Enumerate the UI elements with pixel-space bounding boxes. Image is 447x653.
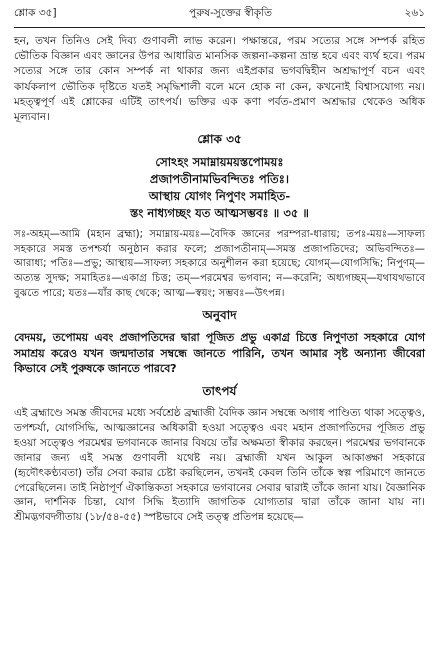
page-header [14, 0, 425, 23]
verse-title: শ্লোক ৩৫ [197, 132, 242, 147]
page-number: ২৬১ [404, 7, 425, 19]
header-chapter-title: পুরুষ-সুক্তের স্বীকৃতি [189, 7, 272, 19]
translation-title: অনুবাদ [202, 308, 237, 323]
word-meanings: সঃ-অহম্—আমি (মহান ব্রহ্মা); সমাম্নায়-ময়ঃ—বৈদিক জ্ঞানের পরম্পরা-ধারায়; তপঃ-ময়ঃ—সাফল্য সহকারে সমস্ত তপশ্চর্যা অনুষ্ঠান করার ফলে; প্রজাপতীনাম্—সমস্ত প্রজাপতিদের; অভিবন্দিতঃ—আরাধ্য; পতিঃ—প্রভু; আস্থায়—সাফল্য সহকারে অনুশীলন করা হয়েছে; যোগম্—যোগসিদ্ধি; নিপুণম্—অত্যন্ত সুদক্ষ; সমাহিতঃ—একাগ্র চিত্ত; তম্—পরমেশ্বর ভগবান; ন—করেনি; অধ্যগচ্ছম্—যথাযথভাবে বুঝতে পারে; যতঃ—যাঁর কাছ থেকে; আত্ম—স্বয়ং; সম্ভবঃ—উৎপন্ন। [14, 229, 425, 299]
header-verse-ref: শ্লোক ৩৫] [14, 7, 57, 19]
purport-title: তাৎপর্য [202, 383, 237, 398]
translation-text: বেদময়, তপোময় এবং প্রজাপতিদের দ্বারা পূজিত প্রভু একাগ্র চিত্তে নিপুণতা সহকারে যোগ সমাশ্রয় করেও যখন জন্মদাতার সম্বন্ধে জানতে পারিনি, তখন আমার সৃষ্ট অন্যান্য জীবেরা কিভাবে সেই পুরুষকে জানতে পারবে? [14, 331, 425, 376]
verse-line: আস্থায় যোগং নিপুণং সমাহিত- [148, 189, 291, 204]
header-rule [14, 27, 425, 28]
purport-text: এই ব্রহ্মাণ্ডে সমস্ত জীবদের মধ্যে সর্বশ্রেষ্ঠ ব্রহ্মাজী বৈদিক জ্ঞান সম্বন্ধে অগাধ পাণ্ডিত্য থাকা সত্ত্বেও, তপশ্চর্যা, যোগসিদ্ধি, আত্মজ্ঞানের অধিকারী হওয়া সত্ত্বেও এবং মহান প্রজাপতিদের পূজিত প্রভু হওয়া সত্ত্বেও পরমেশ্বর ভগবানকে জানার বিষয়ে তাঁর অক্ষমতা স্বীকার করছেন। পরমেশ্বর ভগবানকে জানার জন্য এই সমস্ত গুণাবলী যথেষ্ট নয়। ব্রহ্মাজী যখন আকুল আকাঙ্ক্ষা সহকারে (হৃদৌৎকণ্ঠ্যবতা) তাঁর সেবা করার চেষ্টা করছিলেন, তখনই কেবল তিনি তাঁকে স্বল্প পরিমাণে জানতে পেরেছিলেন। তাই নিষ্ঠাপূর্ণ ঐকান্তিকতা সহকারে ভগবানের সেবার দ্বারাই তাঁকে জানা যায়। বৈজ্ঞানিক জ্ঞান, দার্শনিক চিন্তা, যোগ সিদ্ধি ইত্যাদি জাগতিক যোগ্যতার দ্বারা তাঁকে জানা যায় না। শ্রীমদ্ভগবদ্গীতায় (১৮/৫৪-৫৫) স্পষ্টভাবে সেই তত্ত্ব প্রতিপন্ন হয়েছে— [14, 406, 425, 524]
sanskrit-verse [14, 154, 425, 222]
verse-line: স্তং নাধ্যগচ্ছং যত আত্মসম্ভবঃ ॥ ৩৫ ॥ [130, 206, 309, 221]
intro-paragraph: হন, তখন তিনিও সেই দিব্য গুণাবলী লাভ করেন। পক্ষান্তরে, পরম সত্যের সঙ্গে সম্পর্ক রহিত ভৌতিক বিজ্ঞান এবং জ্ঞানের উপর আধারিত মানসিক জল্পনা-কল্পনা ভ্রান্ত হবে এবং ব্যর্থ হবে। পরম সত্যের সঙ্গে তার কোন সম্পর্ক না থাকার জন্য এইপ্রকার ভগবদ্বিহীন অশ্রদ্ধাপূর্ণ বচন এবং কার্যকলাপ ভৌতিক দৃষ্টিতে যতই সমৃদ্ধিশালী বলে মনে হোক না কেন, কখনোই বিশ্বাসযোগ্য নয়। মহত্ত্বপূর্ণ এই শ্লোকের এটিই তাৎপর্য। ভক্তির এক কণা পর্বত-প্রমাণ অশ্রদ্ধার থেকেও অধিক মূল্যবান। [14, 35, 425, 124]
verse-line: প্রজাপতীনামভিবন্দিতঃ পতিঃ। [149, 172, 290, 187]
verse-line: সোঽহং সমাম্নায়ময়স্তপোময়ঃ [155, 155, 284, 170]
